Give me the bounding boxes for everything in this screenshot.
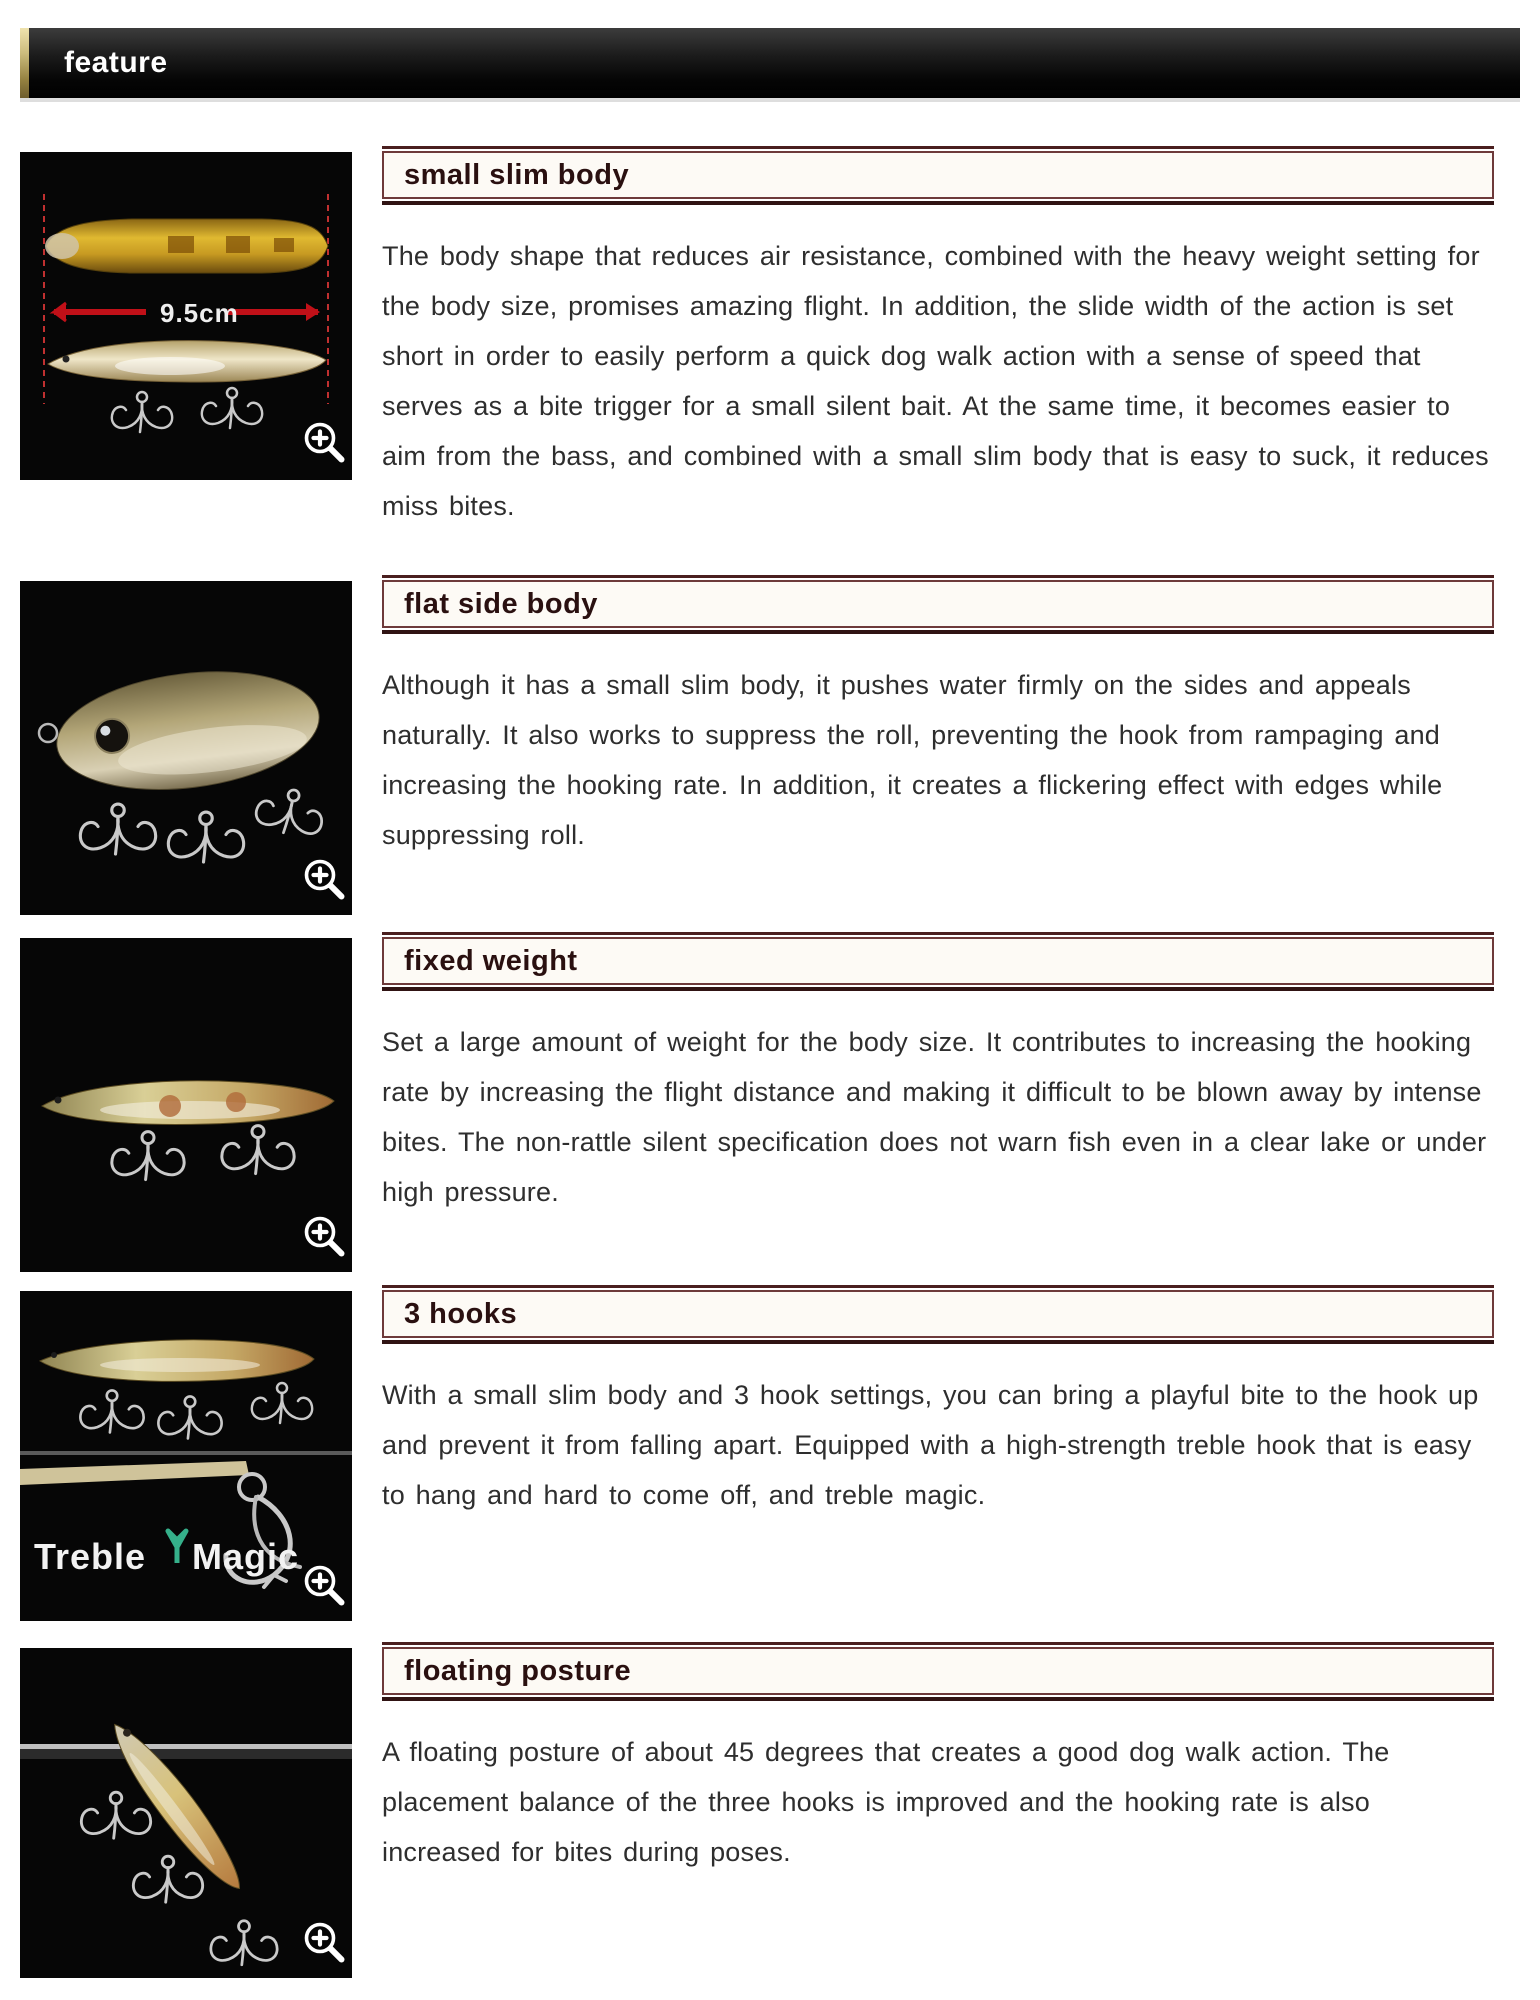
weight-ball xyxy=(226,1092,246,1112)
feature-sections xyxy=(0,146,1540,1978)
section-title-frame xyxy=(382,575,1494,634)
section-title: fixed weight xyxy=(382,937,1494,985)
section-title: 3 hooks xyxy=(382,1290,1494,1338)
weight-ball xyxy=(159,1095,181,1117)
text-column xyxy=(382,1642,1494,1877)
three-hooks-photo[interactable] xyxy=(20,1291,352,1621)
photo-divider xyxy=(20,1451,352,1455)
section-fixed-weight xyxy=(20,932,1520,1272)
feature-header-bar xyxy=(20,28,1520,98)
header-gold-accent xyxy=(20,28,29,98)
section-body: Although it has a small slim body, it pushes water firmly on the sides and appeals naturally. It also works to suppress the roll, preventing the hook from rampaging and increasing the hooking rate. In addition, it creates a flickering effect with edges while suppressing roll. xyxy=(382,670,1443,850)
lure-size-comparison-photo[interactable] xyxy=(20,152,352,480)
section-title: small slim body xyxy=(382,151,1494,199)
section-title-frame xyxy=(382,1285,1494,1344)
lure-top-view xyxy=(45,219,328,273)
water-surface-line xyxy=(20,1744,352,1749)
section-3-hooks xyxy=(20,1285,1520,1621)
section-title-frame xyxy=(382,146,1494,205)
flat-side-lure-photo[interactable] xyxy=(20,581,352,915)
photo-column xyxy=(20,581,352,915)
section-small-slim-body xyxy=(20,146,1520,531)
fixed-weight-lure-photo[interactable] xyxy=(20,938,352,1272)
section-body: Set a large amount of weight for the body size. It contributes to increasing the hooking rate by increasing the flight distance and making it difficult to be blown away by intense bites. The non-rattle silent specification does not warn fish even in a clear lake or under high pressure. xyxy=(382,1027,1487,1207)
text-column xyxy=(382,146,1494,531)
photo-column xyxy=(20,152,352,480)
section-body: With a small slim body and 3 hook settings, you can bring a playful bite to the hook up and prevent it from falling apart. Equipped with a high-strength treble hook that is easy to hang and hard to come off, and treble magic. xyxy=(382,1380,1479,1510)
section-title-frame xyxy=(382,1642,1494,1701)
photo-column xyxy=(20,938,352,1272)
treble-magic-logo-left: Treble xyxy=(34,1536,147,1577)
water-surface-glow xyxy=(20,1749,352,1759)
photo-column xyxy=(20,1291,352,1621)
text-column xyxy=(382,575,1494,860)
page-title: feature xyxy=(64,46,168,79)
section-title: floating posture xyxy=(382,1647,1494,1695)
section-title-frame xyxy=(382,932,1494,991)
section-body: A floating posture of about 45 degrees that creates a good dog walk action. The placement balance of the three hooks is improved and the hooking rate is also increased for bites during poses. xyxy=(382,1737,1390,1867)
section-body: The body shape that reduces air resistance, combined with the heavy weight setting for the body size, promises amazing flight. In addition, the slide width of the action is set short in order to easily perform a quick dog walk action with a sense of speed that serves as a bite trigger for a small silent bait. At the same time, it becomes easier to aim from the bass, and combined with a small slim body that is easy to suck, it reduces miss bites. xyxy=(382,241,1489,521)
treble-magic-logo-right: Magic xyxy=(192,1536,300,1577)
photo-column xyxy=(20,1648,352,1978)
text-column xyxy=(382,932,1494,1217)
measurement-label: 9.5cm xyxy=(160,298,239,328)
section-title: flat side body xyxy=(382,580,1494,628)
floating-posture-photo[interactable] xyxy=(20,1648,352,1978)
text-column xyxy=(382,1285,1494,1520)
section-floating-posture xyxy=(20,1642,1520,1978)
section-flat-side-body xyxy=(20,575,1520,915)
